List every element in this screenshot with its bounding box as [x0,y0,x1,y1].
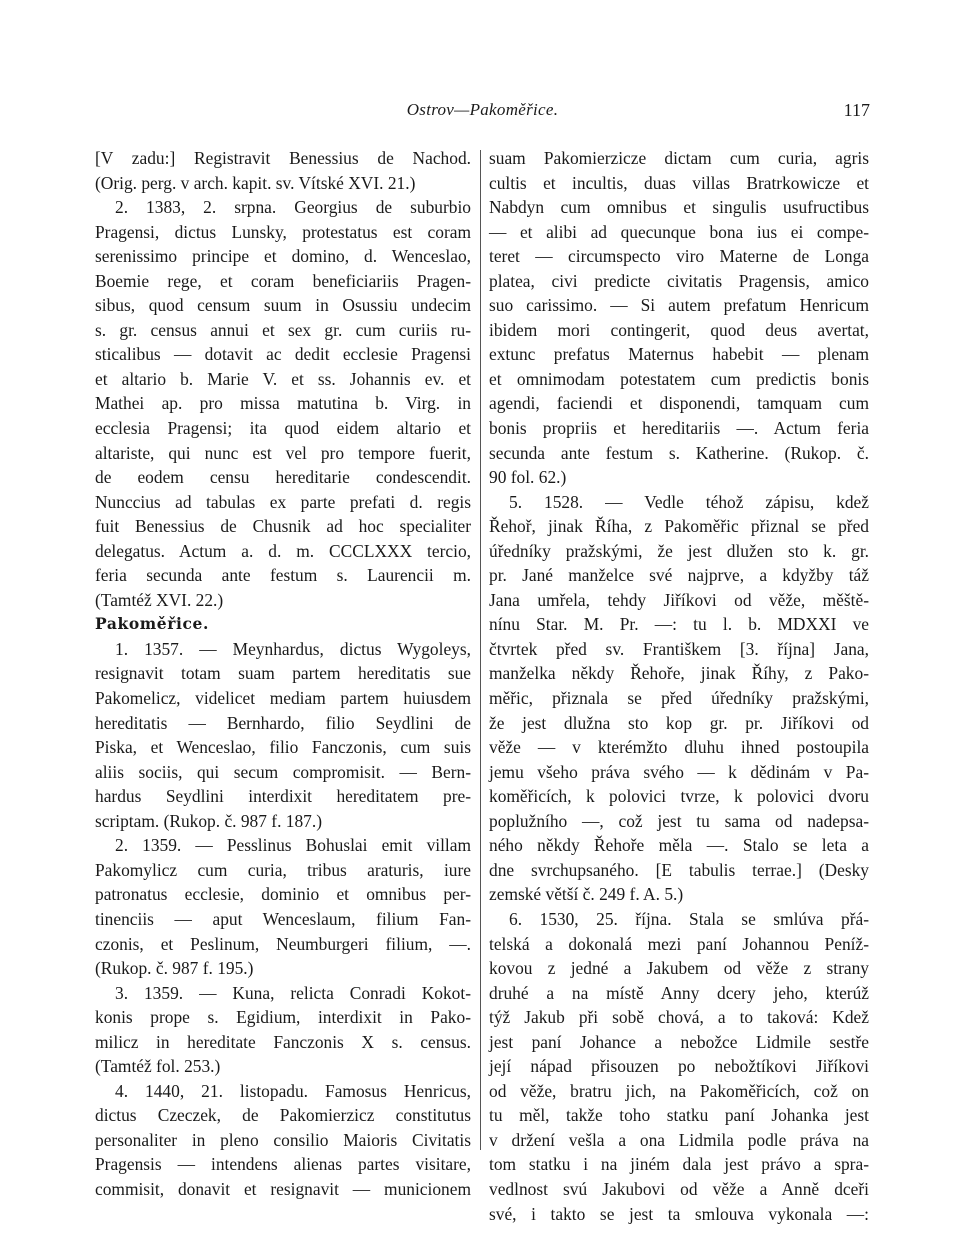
text-line: druhé a na místě Anny dcery jeho, kterúž [489,982,869,1003]
text-line: 6. 1530, 25. října. Stala se smlúva přá- [509,908,869,929]
text-line: 90 fol. 62.) [489,467,567,488]
text-line: de eodem censu hereditarie condescendit. [95,467,471,488]
text-line: úředníky pražskými, že jest dlužen sto k. gr. [489,540,869,561]
text-line: scriptam. (Rukop. č. 987 f. 187.) [95,810,323,831]
running-title: Ostrov—Pakoměřice. [406,100,559,119]
text-line: Řehoř, jinak Říha, z Pakoměřic přiznal se před [489,516,869,537]
text-line: extunc prefatus Maternus habebit — plenam [489,344,869,365]
text-line: zemské větší č. 249 f. A. 5.) [489,884,684,905]
text-line: agendi, faciendi et disponendi, tamquam cum [489,393,869,414]
text-line: hereditatis — Bernhardo, filio Seydlini de [95,712,471,733]
text-line: věže — v kterémžto dluhu ihned postoupila [489,737,869,758]
text-line: sticalibus — dotavit ac dedit ecclesie Pragensi [95,344,471,365]
text-line: secunda ante festum s. Katherine. (Rukop. č. [489,442,869,463]
text-line: Pakomelicz, videlicet mediam partem huiusdem [95,688,471,709]
text-line: jest paní Johance a nebožce Lidmile sestře [489,1031,869,1052]
text-line: (Rukop. č. 987 f. 195.) [95,958,254,979]
text-line: sibus, quod censum suum in Osussiu undecim [95,295,471,316]
text-line: teret — circumspecto viro Materne de Longa [489,246,869,267]
text-line: ecclesia Pragensi; ita quod eidem altario et [95,418,471,439]
column-divider [480,150,481,1150]
text-line: Pragensis — intendens alienas partes visitare, [95,1154,471,1175]
text-line: — et alibi ad quecunque bona ius ei compe- [489,221,869,242]
text-line: koměřicích, k polovici tvrze, k polovici dvoru [489,786,869,807]
text-line: fuit Benessius de Chusnik ad hoc specialiter [95,516,471,537]
right-column [489,146,869,1226]
text-line: hardus Seydlini interdixit hereditatem pre- [95,786,471,807]
text-line: cultis et incultis, duas villas Bratrkowicze et [489,172,869,193]
running-head [95,100,870,126]
text-line: týž Jakub při sobě chová, a to taková: Kdež [489,1007,869,1028]
text-line: 4. 1440, 21. listopadu. Famosus Henricus, [115,1080,471,1101]
text-line: et altario b. Marie V. et ss. Johannis ev. et [95,368,471,389]
text-line: vedlnost svú Jakubovi od věže a Anně dceři [489,1178,869,1199]
text-line: 2. 1383, 2. srpna. Georgius de suburbio [115,197,471,218]
text-line: delegatus. Actum a. d. m. CCCLXXX tercio, [95,540,471,561]
text-line: Pakomylicz cum curia, tribus araturis, iure [95,859,471,880]
text-line: platea, civi predicte civitatis Pragensis, amico [489,270,869,291]
text-line: czonis, et Peslinum, Neumburgeri filium, —. [95,933,471,954]
text-line: suam Pakomierzicze dictam cum curia, agris [489,148,869,168]
text-line: v držení vešla a ona Lidmila podle práva na [489,1129,869,1150]
text-line: konis prope s. Egidium, interdixit in Pako- [95,1007,471,1028]
text-line: Mathei ap. pro missa matutina b. Virg. in [95,393,471,414]
text-line: měřic, přiznala se před úředníky pražskými, [489,688,869,709]
text-line: 2. 1359. — Pesslinus Bohuslai emit villam [115,835,471,856]
text-line: patronatus ecclesie, dominio et omnibus per- [95,884,471,905]
text-line: Nabdyn cum omnibus et singulis usufructibus [489,197,869,218]
text-line: bonis propriis et hereditariis —. Actum feria [489,418,869,439]
text-line: nínu Star. M. Pr. —: tu l. b. MDXXI ve [489,614,869,635]
text-line: 5. 1528. — Vedle téhož zápisu, kdež [509,491,869,512]
text-line: od věže, bratru jich, na Pakoměřicích, což on [489,1080,869,1101]
text-line: commisit, donavit et resignavit — municionem [95,1178,471,1199]
text-line: Boemie rege, et coram beneficiariis Pragen- [95,270,471,291]
text-line: et omnimodam potestatem cum predictis bonis [489,368,869,389]
text-line: její nápad přisouzen po nebožtíkovi Jiříkovi [489,1056,869,1077]
text-line: Pragensi, dictus Lunsky, protestatus est coram [95,221,471,242]
text-line: tom statku i na jiném dala jest právo a spra- [489,1154,869,1175]
text-line: personaliter in pleno consilio Maioris Civitatis [95,1129,471,1150]
text-line: Piska, et Wenceslao, filio Fanczonis, cum suis [95,737,471,758]
text-line: serenissimo principe et domino, d. Wenceslao, [95,246,471,267]
text-line: 1. 1357. — Meynhardus, dictus Wygoleys, [115,638,471,659]
text-line: ného někdy Řehoře měla —. Stalo se leta a [489,835,869,856]
text-line: resignavit totam suam partem hereditatis sue [95,663,471,684]
text-line: (Tamtéž fol. 253.) [95,1056,221,1077]
text-line: (Orig. perg. v arch. kapit. sv. Vítské XVI. 21.) [95,172,416,193]
text-line: jemu všeho práva svého — k dědinám v Pa- [489,761,869,782]
text-line: milicz in hereditate Fanczonis X s. census. [95,1031,471,1052]
left-column [95,146,471,1202]
text-line: čtvrtek před sv. Františkem [3. října] Jana, [489,638,869,659]
text-line: aliis sociis, qui secum compromisit. — Bern- [95,761,471,782]
text-line: tu měl, takže toho statku paní Johanka jest [489,1105,869,1126]
text-line: s. gr. census annui et sex gr. cum curiis ru- [95,319,471,340]
text-line: dne svrchupsaného. [E tabulis terrae.] (Desky [489,859,869,880]
text-line: Nunccius ad tabulas ex parte prefati d. regis [95,491,471,512]
text-line: 3. 1359. — Kuna, relicta Conradi Kokot- [115,982,471,1003]
section-heading: Pakoměřice. [95,614,209,634]
text-line: kovou z jedné a Jakubem od věže z strany [489,958,869,979]
text-line: telská a dokonalá mezi paní Johannou Peníž- [489,933,869,954]
text-line: tinenciis — aput Wenceslaum, filium Fan- [95,908,471,929]
text-line: feria secunda ante festum s. Laurencii m. [95,565,471,586]
text-line: Jana umřela, tehdy Jiříkovi od věže, měště- [489,589,869,610]
text-line: své, i takto se jest ta smlouva vykonala —: [489,1203,869,1224]
page-number: 117 [843,100,870,120]
text-line: pr. Jané manželce své najprve, a kdyžby táž [489,565,869,586]
text-line: (Tamtéž XVI. 22.) [95,589,224,610]
text-line: manželka někdy Řehoře, jinak Říhy, z Pako- [489,663,869,684]
text-line: altariste, qui nunc est vel pro tempore fuerit, [95,442,471,463]
text-line: dictus Czeczek, de Pakomierzicz constitutus [95,1105,471,1126]
text-line: [V zadu:] Registravit Benessius de Nachod. [95,148,471,168]
text-line: že jest dlužna sto kop gr. pr. Jiříkovi od [489,712,869,733]
text-line: suo carissimo. — Si autem prefatum Henricum [489,295,869,316]
text-line: ibidem mori contingerit, quod deus avertat, [489,319,869,340]
text-line: poplužního —, což jest tu sama od nadepsa- [489,810,869,831]
